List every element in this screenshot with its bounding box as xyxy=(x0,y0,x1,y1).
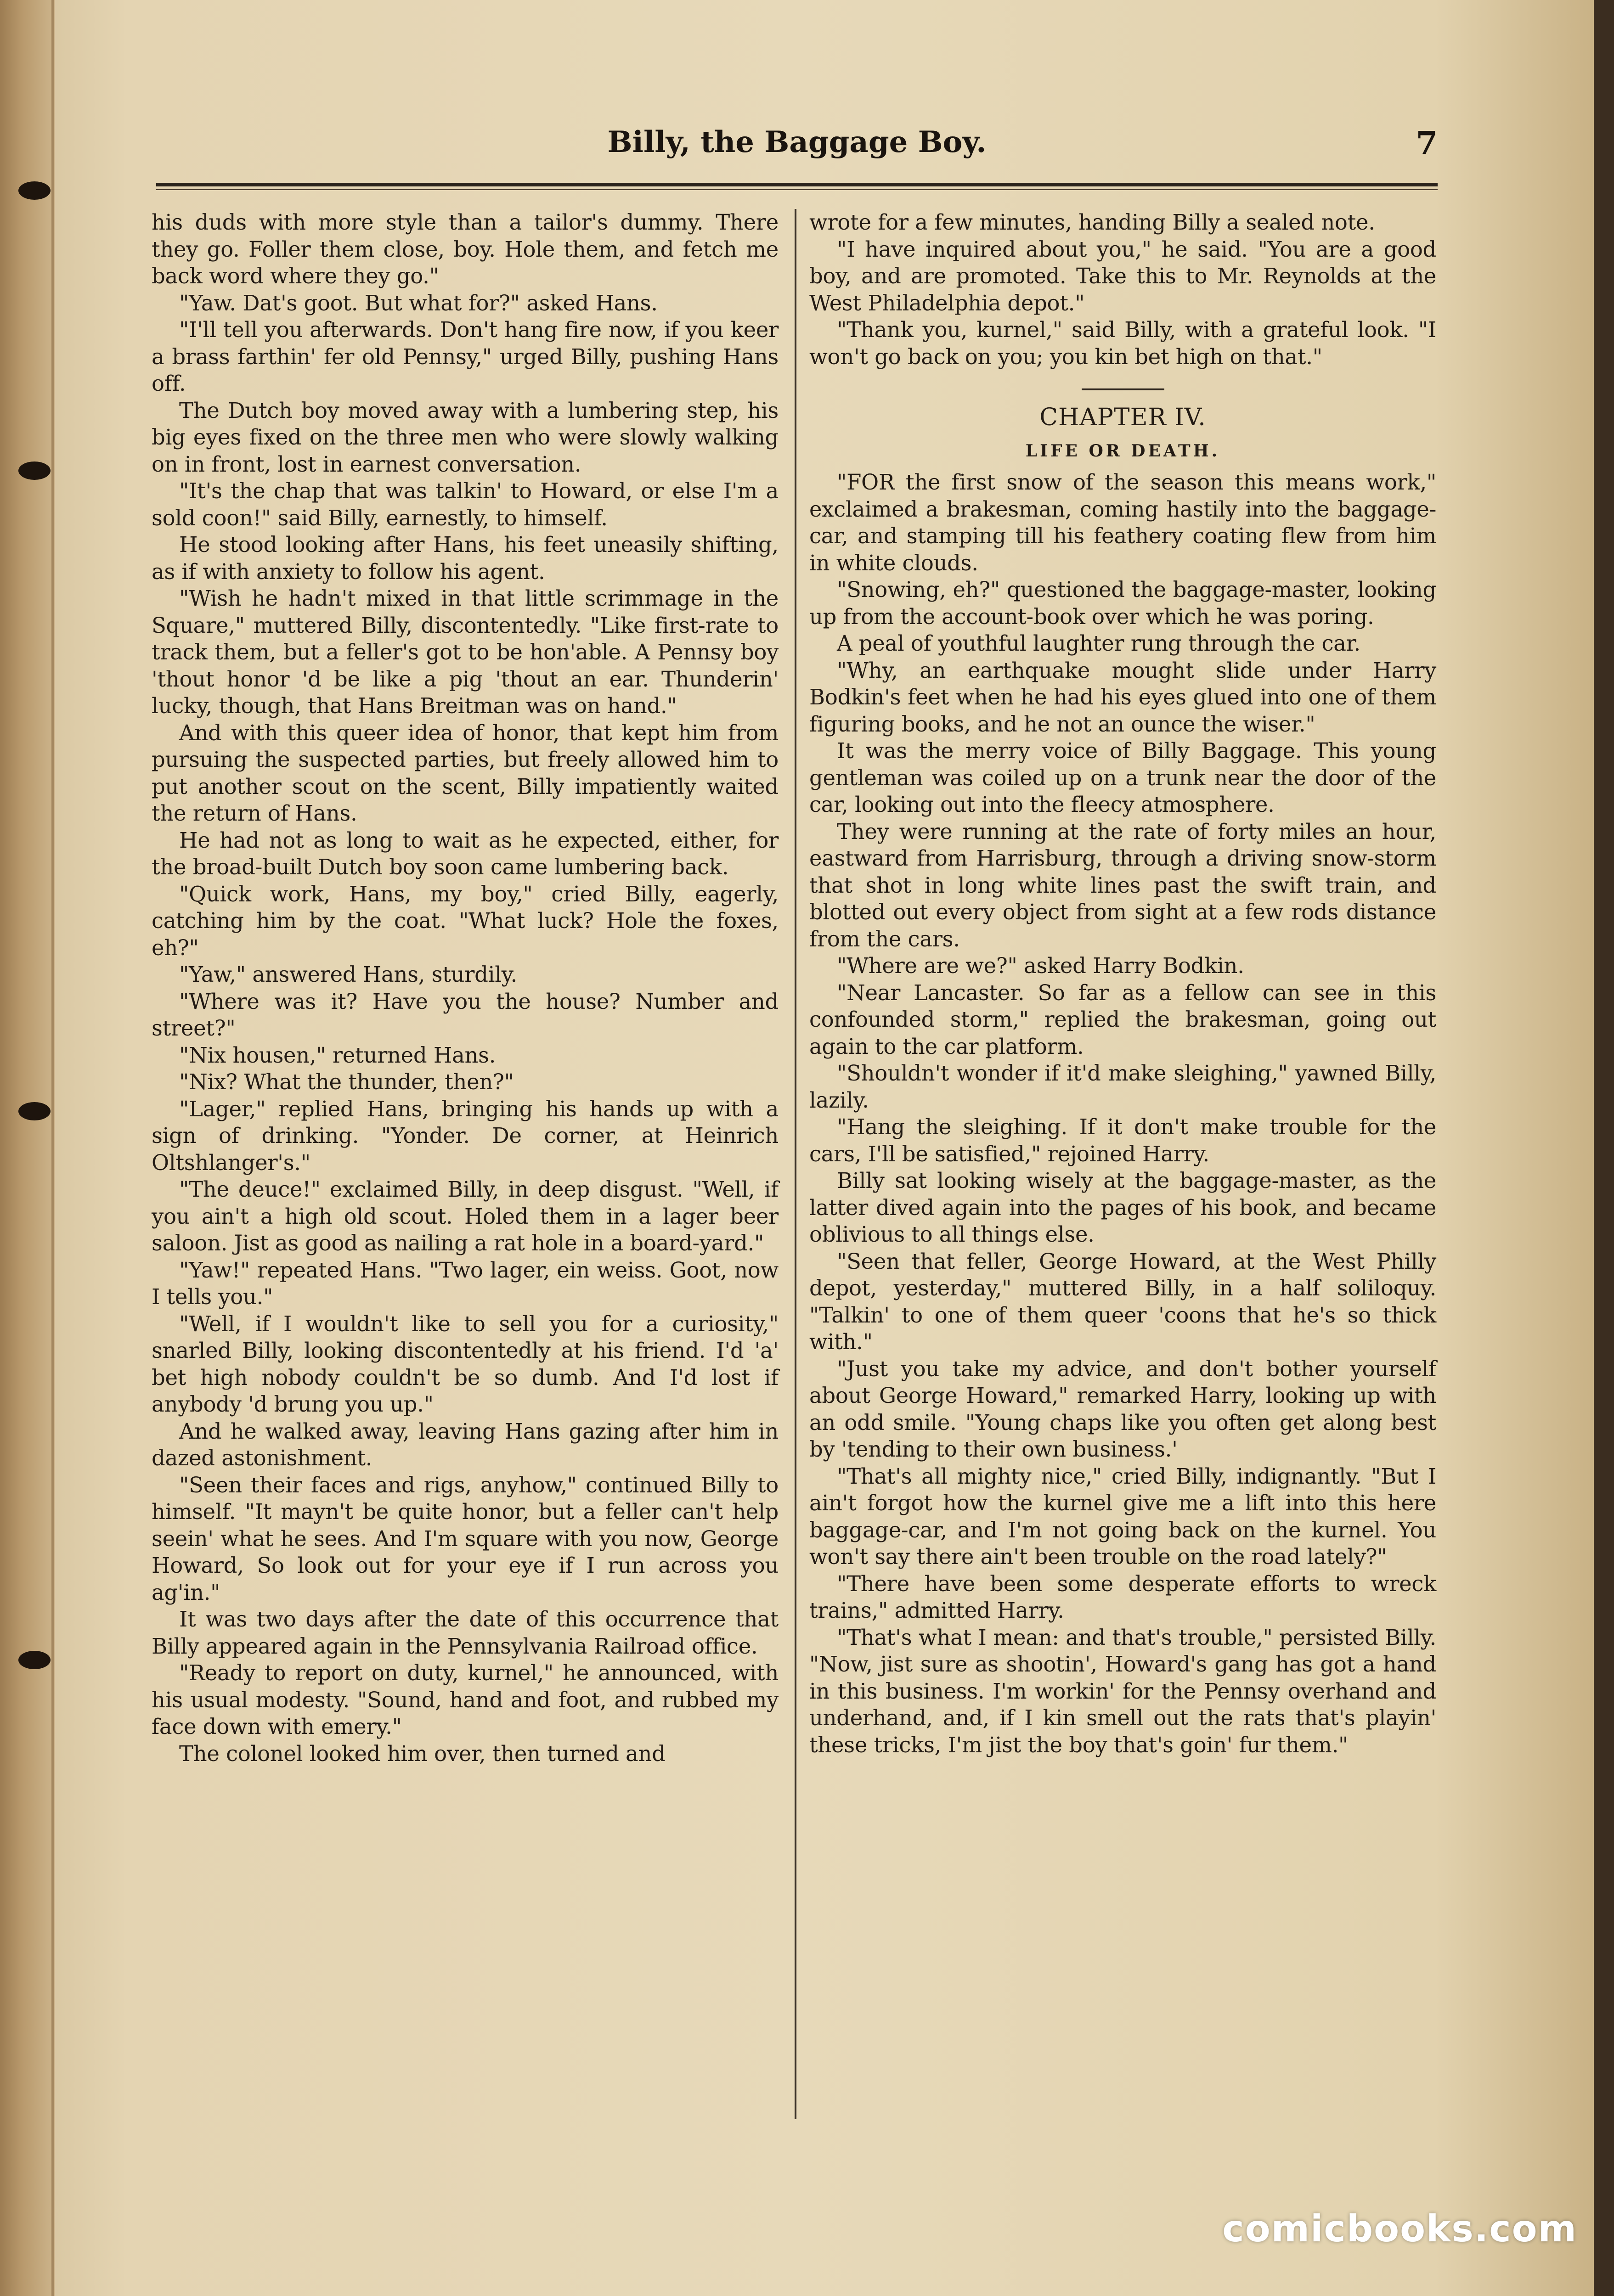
paragraph: "Snowing, eh?" questioned the baggage-master, looking up from the account-book over which he was poring. xyxy=(809,577,1436,629)
section-separator xyxy=(1082,388,1164,390)
paragraph: "Nix housen," returned Hans. xyxy=(179,1042,496,1068)
paragraph: They were running at the rate of forty miles an hour, eastward from Harrisburg, through a driving snow-storm that shot in long white lines past the swift train, and blotted out every object from sight at a few rods distance from the cars. xyxy=(809,819,1436,951)
paragraph: "Seen their faces and rigs, anyhow," continued Billy to himself. "It mayn't be quite honor, but a feller can't help seein' what he sees. And I'm square with you now, George Howard, So look out for your eye if I run across you ag'in." xyxy=(152,1472,779,1605)
paragraph: The Dutch boy moved away with a lumbering step, his big eyes fixed on the three men who were slowly walking on in front, lost in earnest conversation. xyxy=(152,398,779,477)
paragraph: "Lager," replied Hans, bringing his hands up with a sign of drinking. "Yonder. De corner, at Heinrich Oltshlanger's." xyxy=(152,1096,779,1175)
chapter-subtitle: LIFE OR DEATH. xyxy=(1025,441,1220,461)
binding-stitch xyxy=(18,461,51,480)
binding-stitch xyxy=(18,1102,51,1120)
paragraph: "Yaw. Dat's goot. But what for?" asked Hans. xyxy=(179,290,658,315)
paragraph: "Hang the sleighing. If it don't make trouble for the cars, I'll be satisfied," rejoined Harry. xyxy=(809,1114,1436,1166)
paragraph: "Yaw!" repeated Hans. "Two lager, ein weiss. Goot, now I tells you." xyxy=(152,1257,779,1309)
paragraph: It was two days after the date of this occurrence that Billy appeared again in the Pennsylvania Railroad office. xyxy=(152,1607,779,1659)
paragraph: "Yaw," answered Hans, sturdily. xyxy=(179,962,518,987)
paragraph: And with this queer idea of honor, that kept him from pursuing the suspected parties, but freely allowed him to put another scout on the scent, Billy impatiently waited the return of Hans. xyxy=(152,720,779,826)
page-number: 7 xyxy=(1416,125,1438,162)
header-rule xyxy=(156,183,1438,186)
paragraph: "It's the chap that was talkin' to Howard, or else I'm a sold coon!" said Billy, earnestly, to himself. xyxy=(152,478,779,530)
binding-stitch xyxy=(18,1651,51,1669)
paragraph: "Quick work, Hans, my boy," cried Billy, eagerly, catching him by the coat. "What luck? Hole the foxes, eh?" xyxy=(152,881,779,960)
paragraph: The colonel looked him over, then turned and xyxy=(179,1741,666,1766)
paragraph: "Wish he hadn't mixed in that little scrimmage in the Square," muttered Billy, discontentedly. "Like first-rate to track them, but a feller's got to be hon'able. A Pennsy boy 'thout honor 'd be like a pig 'thout an ear. Thunderin' lucky, though, that Hans Breitman was on hand." xyxy=(152,586,779,718)
paragraph: "The deuce!" exclaimed Billy, in deep disgust. "Well, if you ain't a high old scout. Holed them in a lager beer saloon. Jist as good as nailing a rat hole in a board-yard." xyxy=(152,1177,779,1255)
paragraph: "Well, if I wouldn't like to sell you for a curiosity," snarled Billy, looking discontentedly at his friend. I'd 'a' bet high nobody couldn't be so dumb. And I'd lost if anybody 'd brung you up." xyxy=(152,1311,779,1417)
paragraph: "Near Lancaster. So far as a fellow can see in this confounded storm," replied the brakesman, going out again to the car platform. xyxy=(809,980,1436,1059)
page-edge-shadow xyxy=(1594,0,1614,2296)
paragraph: "FOR the first snow of the season this means work," exclaimed a brakesman, coming hastily into the baggage-car, and stamping till his feathery coating flew from him in white clouds. xyxy=(809,470,1436,575)
paragraph: "Seen that feller, George Howard, at the West Philly depot, yesterday," muttered Billy, in a half soliloquy. "Talkin' to one of them queer 'coons that he's so thick with." xyxy=(809,1249,1436,1354)
paragraph: "Where was it? Have you the house? Number and street?" xyxy=(152,989,779,1041)
book-spine xyxy=(0,0,55,2296)
paragraph: "Shouldn't wonder if it'd make sleighing," yawned Billy, lazily. xyxy=(809,1061,1436,1113)
paragraph: "I'll tell you afterwards. Don't hang fire now, if you keer a brass farthin' fer old Pennsy," urged Billy, pushing Hans off. xyxy=(152,317,779,396)
paragraph: "Nix? What the thunder, then?" xyxy=(179,1069,514,1094)
chapter-title: CHAPTER IV. xyxy=(1039,404,1206,431)
paragraph: "Thank you, kurnel," said Billy, with a grateful look. "I won't go back on you; you kin bet high on that." xyxy=(809,317,1436,369)
page-header xyxy=(156,125,1438,166)
watermark-text: comicbooks.com xyxy=(1222,2207,1577,2250)
paragraph: And he walked away, leaving Hans gazing after him in dazed astonishment. xyxy=(152,1418,779,1470)
paragraph: "That's all mighty nice," cried Billy, indignantly. "But I ain't forgot how the kurnel give me a lift into this here baggage-car, and I'm not going back on the kurnel. You won't say there ain't been trouble on the road lately?" xyxy=(809,1463,1436,1569)
paragraph: He had not as long to wait as he expected, either, for the broad-built Dutch boy soon came lumbering back. xyxy=(152,827,779,879)
running-title: Billy, the Baggage Boy. xyxy=(607,125,987,159)
spine-fold-line xyxy=(51,0,54,2296)
paragraph: "Just you take my advice, and don't bother yourself about George Howard," remarked Harry, looking up with an odd smile. "Young chaps like you often get along best by 'tending to their own business.' xyxy=(809,1356,1436,1462)
paragraph: wrote for a few minutes, handing Billy a sealed note. xyxy=(809,210,1375,235)
paragraph: his duds with more style than a tailor's dummy. There they go. Foller them close, boy. Hole them, and fetch me back word where they go." xyxy=(152,210,779,288)
paragraph: "That's what I mean: and that's trouble," persisted Billy. "Now, jist sure as shootin', Howard's gang has got a hand in this business. I'm workin' for the Pennsy overhand and underhand, and, if I kin smell out the rats that's playin' these tricks, I'm jist the boy that's goin' fur them." xyxy=(809,1625,1436,1757)
paragraph: Billy sat looking wisely at the baggage-master, as the latter dived again into the pages of his book, and became oblivious to all things else. xyxy=(809,1168,1436,1247)
paragraph: "I have inquired about you," he said. "You are a good boy, and are promoted. Take this to Mr. Reynolds at the West Philadelphia depot." xyxy=(809,236,1436,315)
paragraph: "Where are we?" asked Harry Bodkin. xyxy=(837,953,1244,978)
paragraph: A peal of youthful laughter rung through the car. xyxy=(837,631,1361,656)
right-column xyxy=(809,209,1436,1758)
binding-stitch xyxy=(18,181,51,200)
column-divider xyxy=(795,209,796,2119)
left-column xyxy=(152,209,779,1767)
paragraph: "Why, an earthquake mought slide under Harry Bodkin's feet when he had his eyes glued into one of them figuring books, and he not an ounce the wiser." xyxy=(809,658,1436,737)
paragraph: "Ready to report on duty, kurnel," he announced, with his usual modesty. "Sound, hand and foot, and rubbed my face down with emery." xyxy=(152,1660,779,1739)
paragraph: "There have been some desperate efforts to wreck trains," admitted Harry. xyxy=(809,1571,1436,1623)
header-rule-thin xyxy=(156,189,1438,190)
paragraph: It was the merry voice of Billy Baggage. This young gentleman was coiled up on a trunk near the door of the car, looking out into the fleecy atmosphere. xyxy=(809,738,1436,817)
paragraph: He stood looking after Hans, his feet uneasily shifting, as if with anxiety to follow his agent. xyxy=(152,532,779,584)
